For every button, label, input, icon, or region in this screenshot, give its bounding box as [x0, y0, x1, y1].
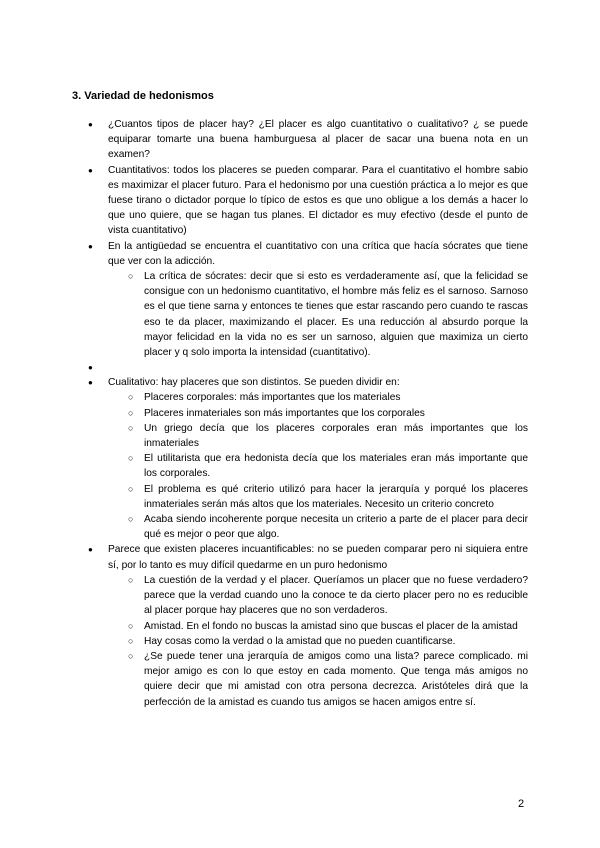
- sub-item-text: La cuestión de la verdad y el placer. Queríamos un placer que no fuese verdadero? parece que la verdad cuando uno la conoce te da cierto placer pero no es reducible al placer porque hay placeres que no son verdaderos.: [144, 574, 528, 617]
- bullet-placer-types: [88, 117, 528, 163]
- sub-item-text: Placeres corporales: más importantes que los materiales: [144, 392, 401, 404]
- paragraph-gap: [88, 360, 528, 375]
- sub-item-text: Acaba siendo incoherente porque necesita un criterio a parte de el placer para decir qué es mejor o peor que algo.: [144, 514, 528, 541]
- sub-item-text: El problema es qué criterio utilizó para hacer la jerarquía y porqué los placeres inmateriales serán más altos que los materiales. Necesito un criterio concreto: [144, 483, 528, 510]
- sub-item-amistad: [124, 619, 528, 634]
- sub-item-text: Amistad. En el fondo no buscas la amistad sino que buscas el placer de la amistad: [144, 620, 518, 632]
- bullet-antiguedad: [88, 239, 528, 361]
- sub-item-griego: [124, 421, 528, 451]
- section-title: 3. Variedad de hedonismos: [72, 90, 214, 102]
- bullet-text: Cualitativo: hay placeres que son distintos. Se pueden dividir en:: [108, 377, 400, 389]
- bullet-text: En la antigüedad se encuentra el cuantitativo con una crítica que hacía sócrates que tiene que ver con la adicción.: [108, 240, 528, 267]
- sub-item-jerarquia-amigos: [124, 649, 528, 710]
- sub-item-text: La crítica de sócrates: decir que si esto es verdaderamente así, que la felicidad se consigue con un hedonismo cuantitativo, el hombre más feliz es el sarnoso. Sarnoso es el que tiene sarna y entonces te tienes que estar rascando pero cuando te rascas eso te da placer, maximizando el placer. Es una reducción al absurdo porque la mayor felicidad en la vida no es ser un sarnoso, alguien que maximiza un cierto placer y q solo importa la intensidad (cuantitativo).: [144, 271, 528, 359]
- page-number: 2: [518, 798, 525, 810]
- sub-item-cuantificarse: [124, 634, 528, 649]
- sub-item-problema-criterio: [124, 482, 528, 512]
- sub-item-text: El utilitarista que era hedonista decía que los materiales eran más importante que los corporales.: [144, 453, 528, 480]
- sub-item-inmateriales: [124, 406, 528, 421]
- bullet-incuantificables: [88, 542, 528, 709]
- bullet-list: [88, 117, 528, 710]
- sub-list: [124, 390, 528, 542]
- sub-list: [124, 269, 528, 360]
- bullet-text: Parece que existen placeres incuantificables: no se pueden comparar pero ni siquiera entre sí, por lo tanto es muy difícil quedarme en un puro hedonismo: [108, 544, 528, 571]
- section-body: [88, 117, 528, 710]
- sub-list: [124, 573, 528, 710]
- bullet-cuantitativos: [88, 163, 528, 239]
- sub-item-text: Placeres inmateriales son más importantes que los corporales: [144, 407, 425, 419]
- sub-item-corporales: [124, 390, 528, 405]
- sub-item-text: Un griego decía que los placeres corporales eran más importantes que los inmateriales: [144, 422, 528, 450]
- bullet-cualitativo: [88, 375, 528, 542]
- sub-item-text: ¿Se puede tener una jerarquía de amigos como una lista? parece complicado. mi mejor amigo es con lo que estoy en cada momento. Que tenga más amigos no quiere decir que mi amistad con otra persona decrezca. Aristóteles dirá que la perfección de la amistad es cuando tus amigos se hacen amigos entre sí.: [144, 650, 528, 708]
- sub-item-verdad-placer: [124, 573, 528, 619]
- bullet-text: ¿Cuantos tipos de placer hay? ¿El placer es algo cuantitativo o cualitativo? ¿ se puede equiparar tomarte una buena hamburguesa al placer de sacar una buena nota en un examen?: [108, 119, 528, 161]
- sub-item-text: Hay cosas como la verdad o la amistad que no pueden cuantificarse.: [144, 635, 456, 647]
- sub-item-incoherente: [124, 512, 528, 542]
- sub-item-critica-socrates: [124, 269, 528, 360]
- sub-item-utilitarista: [124, 451, 528, 481]
- bullet-text: Cuantitativos: todos los placeres se pueden comparar. Para el cuantitativo el hombre sabio es maximizar el placer futuro. Para el hedonismo por una cuestión práctica a lo mejor es que fuese tirano o dictador porque lo típico de estos es que uno obligue a los demás a hacer lo que uno quiere, que se hagan tus planes. El dictador es muy efectivo (desde el punto de vista cuantitativo): [108, 164, 528, 237]
